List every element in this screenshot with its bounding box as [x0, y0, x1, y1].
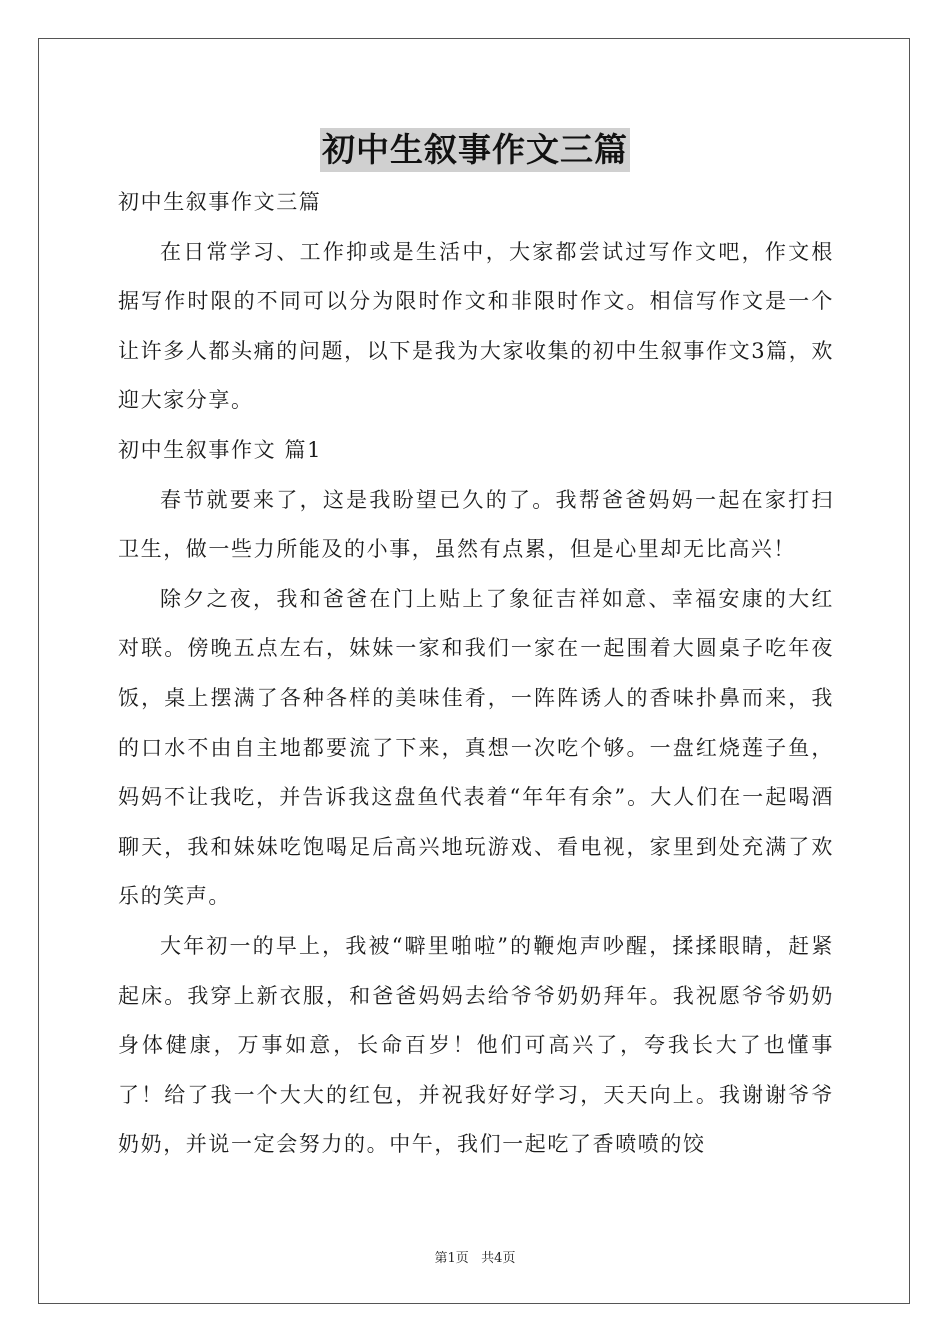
body-paragraph: 春节就要来了，这是我盼望已久的了。我帮爸爸妈妈一起在家打扫卫生，做一些力所能及的小事，虽然有点累，但是心里却无比高兴！: [118, 487, 834, 562]
page-number: 第1页 共4页: [434, 1251, 516, 1266]
title-container: [0, 128, 950, 172]
page-footer: [0, 1247, 950, 1266]
section-heading: 初中生叙事作文 篇1: [118, 437, 323, 462]
intro-paragraph: 在日常学习、工作抑或是生活中，大家都尝试过写作文吧，作文根据写作时限的不同可以分为限时作文和非限时作文。相信写作文是一个让许多人都头痛的问题，以下是我为大家收集的初中生叙事作文3篇，欢迎大家分享。: [118, 239, 834, 413]
body-paragraph: 除夕之夜，我和爸爸在门上贴上了象征吉祥如意、幸福安康的大红对联。傍晚五点左右，妹妹一家和我们一家在一起围着大圆桌子吃年夜饭，桌上摆满了各种各样的美味佳肴，一阵阵诱人的香味扑鼻而来，我的口水不由自主地都要流了下来，真想一次吃个够。一盘红烧莲子鱼，妈妈不让我吃，并告诉我这盘鱼代表着“年年有余”。大人们在一起喝酒聊天，我和妹妹吃饱喝足后高兴地玩游戏、看电视，家里到处充满了欢乐的笑声。: [118, 586, 834, 909]
document-body: [118, 178, 834, 1170]
document-title: 初中生叙事作文三篇: [320, 128, 630, 172]
subtitle: 初中生叙事作文三篇: [118, 190, 322, 214]
body-paragraph: 大年初一的早上，我被“噼里啪啦”的鞭炮声吵醒，揉揉眼睛，赶紧起床。我穿上新衣服，和爸爸妈妈去给爷爷奶奶拜年。我祝愿爷爷奶奶身体健康，万事如意，长命百岁！他们可高兴了，夸我长大了也懂事了！给了我一个大大的红包，并祝我好好学习，天天向上。我谢谢爷爷奶奶，并说一定会努力的。中午，我们一起吃了香喷喷的饺: [118, 933, 834, 1157]
